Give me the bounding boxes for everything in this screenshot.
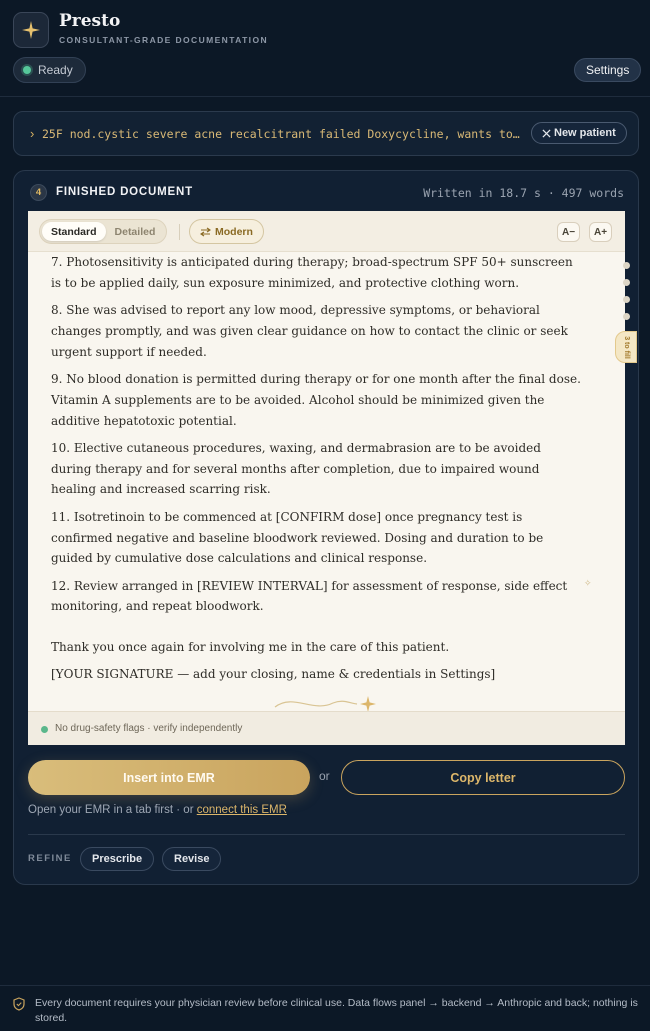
document-panel bbox=[13, 170, 639, 885]
footer-disclaimer: Every document requires your physician review before clinical use. Data flows panel → backend → Anthropic and back; nothing is stored. bbox=[35, 997, 638, 1024]
drug-safety-bar bbox=[28, 711, 625, 745]
app-logo bbox=[13, 12, 49, 48]
settings-button[interactable]: Settings bbox=[574, 58, 641, 82]
letter-paper bbox=[28, 211, 630, 745]
letter-signature: [YOUR SIGNATURE — add your closing, name & credentials in Settings] bbox=[51, 667, 496, 682]
prompt-bar[interactable] bbox=[13, 111, 639, 156]
font-increase-button[interactable]: A+ bbox=[589, 222, 612, 242]
copy-letter-button[interactable]: Copy letter bbox=[341, 760, 625, 795]
status-dot-icon bbox=[23, 66, 31, 74]
fields-to-fill-tab[interactable] bbox=[615, 331, 637, 363]
letter-paragraph: 8. She was advised to report any low mood, depressive symptoms, or behavioral changes promptly, and was given clear guidance on how to contact the clinic or seek urgent support if needed. bbox=[51, 303, 568, 359]
section-dot[interactable] bbox=[623, 296, 630, 303]
letter-paragraph: 12. Review arranged in [REVIEW INTERVAL] for assessment of response, side effect monitoring, and repeat bloodwork. bbox=[51, 578, 568, 614]
divider bbox=[28, 834, 625, 835]
modern-label: Modern bbox=[215, 225, 253, 238]
fill-tab-label: 3 to fill bbox=[622, 335, 630, 359]
sparkle-icon bbox=[21, 20, 41, 40]
step-badge: 4 bbox=[30, 184, 47, 201]
font-decrease-button[interactable]: A− bbox=[557, 222, 580, 242]
modern-template-button[interactable] bbox=[189, 219, 264, 244]
toolbar-divider bbox=[179, 224, 180, 240]
or-separator: or bbox=[319, 769, 330, 783]
letter-paragraph: 10. Elective cutaneous procedures, waxing, and dermabrasion are to be avoided during therapy and for several months after completion, due to impaired wound healing and increased scarring risk. bbox=[51, 440, 541, 497]
letter-paragraph: 9. No blood donation is permitted during therapy or for one month after the final dose. Vitamin A supplements are to be avoided. Alcohol should be minimized given the additive hepatotoxic potential. bbox=[51, 371, 581, 428]
revise-button[interactable]: Revise bbox=[162, 847, 221, 871]
status-badge bbox=[13, 57, 86, 83]
prescribe-button[interactable]: Prescribe bbox=[80, 847, 154, 871]
refine-label: REFINE bbox=[28, 853, 72, 864]
chevron-right-icon: › bbox=[30, 126, 35, 141]
small-sparkle-icon: ✧ bbox=[584, 578, 592, 588]
flourish-ornament-icon bbox=[273, 695, 383, 711]
letter-toolbar bbox=[28, 211, 625, 252]
document-heading: FINISHED DOCUMENT bbox=[56, 186, 193, 198]
connect-emr-link[interactable]: connect this EMR bbox=[196, 804, 287, 816]
close-icon bbox=[542, 129, 551, 138]
letter-body[interactable] bbox=[51, 252, 583, 692]
drug-safety-text: No drug-safety flags · verify independently bbox=[55, 723, 243, 734]
style-detailed-button[interactable]: Detailed bbox=[114, 225, 156, 238]
new-patient-button[interactable] bbox=[531, 122, 627, 144]
app-header bbox=[0, 0, 650, 97]
emr-note-text: Open your EMR in a tab first · or bbox=[28, 804, 194, 816]
section-dot[interactable] bbox=[623, 262, 630, 269]
letter-paragraph: 7. Photosensitivity is anticipated during therapy; broad-spectrum SPF 50+ sunscreen is to be applied daily, sun exposure minimized, and protective clothing worn. bbox=[51, 255, 573, 290]
emr-note bbox=[28, 804, 287, 816]
style-toggle bbox=[39, 219, 167, 244]
prompt-text[interactable]: 25F nod.cystic severe acne recalcitrant failed Doxycycline, wants to… bbox=[42, 127, 520, 141]
letter-closing: Thank you once again for involving me in the care of this patient. bbox=[51, 639, 450, 654]
letter-paragraph: 11. Isotretinoin to be commenced at [CONFIRM dose] once pregnancy test is confirmed negative and baseline bloodwork reviewed. Dosing and duration to be guided by cumulative dose calculations and clinical response. bbox=[51, 509, 544, 566]
safety-status-dot-icon bbox=[41, 726, 48, 733]
new-patient-label: New patient bbox=[554, 127, 616, 139]
footer bbox=[0, 985, 650, 1031]
status-label: Ready bbox=[38, 63, 73, 77]
insert-into-emr-button[interactable]: Insert into EMR bbox=[28, 760, 310, 795]
document-stats: Written in 18.7 s · 497 words bbox=[423, 186, 624, 200]
shield-icon bbox=[13, 997, 25, 1011]
app-name: Presto bbox=[59, 11, 121, 31]
style-standard-button[interactable]: Standard bbox=[42, 222, 106, 241]
section-dot[interactable] bbox=[623, 313, 630, 320]
swap-arrows-icon bbox=[200, 227, 211, 237]
app-tagline: CONSULTANT-GRADE DOCUMENTATION bbox=[59, 35, 268, 45]
section-dot[interactable] bbox=[623, 279, 630, 286]
